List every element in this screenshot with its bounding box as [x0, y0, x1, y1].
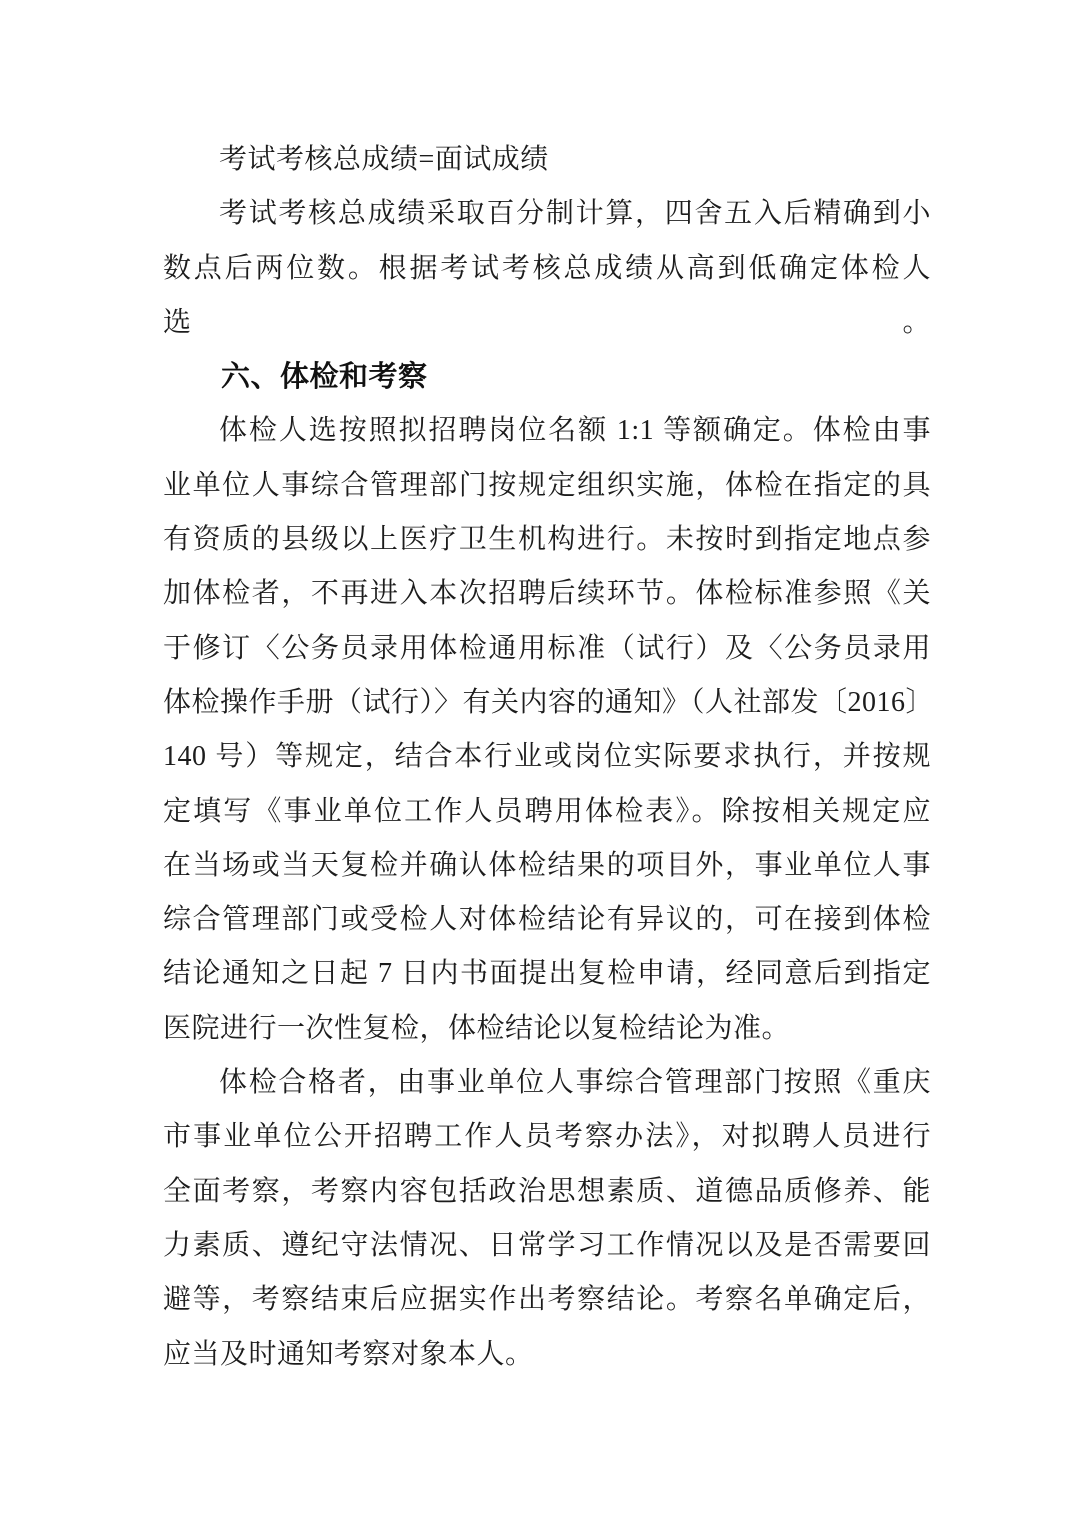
paragraph-line: 力素质、遵纪守法情况、日常学习工作情况以及是否需要回	[163, 1229, 931, 1261]
paragraph-line: 医院进行一次性复检，体检结论以复检结论为准。	[163, 1012, 791, 1044]
paragraph-line: 140 号）等规定，结合本行业或岗位实际要求执行，并按规	[163, 741, 931, 773]
paragraph-line: 有资质的县级以上医疗卫生机构进行。未按时到指定地点参	[163, 524, 931, 556]
paragraph-line: 综合管理部门或受检人对体检结论有异议的，可在接到体检	[163, 904, 931, 936]
formula-line: 考试考核总成绩=面试成绩	[219, 144, 549, 175]
section-heading: 六、体检和考察	[221, 361, 428, 394]
document-body	[163, 133, 935, 1382]
paragraph-line: 数点后两位数。根据考试考核总成绩从高到低确定体检人选。	[163, 252, 931, 338]
paragraph-line: 体检操作手册（试行）〉有关内容的通知》（人社部发〔2016〕	[163, 686, 935, 718]
paragraph-line: 在当场或当天复检并确认体检结果的项目外，事业单位人事	[163, 849, 931, 881]
paragraph-line: 加体检者，不再进入本次招聘后续环节。体检标准参照《关	[163, 578, 931, 610]
paragraph-line: 应当及时通知考察对象本人。	[163, 1338, 534, 1370]
paragraph-line: 避等，考察结束后应据实作出考察结论。考察名单确定后，	[163, 1284, 931, 1316]
paragraph-line: 业单位人事综合管理部门按规定组织实施，体检在指定的具	[163, 469, 931, 501]
paragraph-line: 体检合格者，由事业单位人事综合管理部门按照《重庆	[219, 1067, 931, 1099]
paragraph-line: 考试考核总成绩采取百分制计算，四舍五入后精确到小	[219, 198, 931, 230]
paragraph-line: 体检人选按照拟招聘岗位名额 1:1 等额确定。体检由事	[219, 415, 931, 447]
paragraph-line: 全面考察，考察内容包括政治思想素质、道德品质修养、能	[163, 1175, 931, 1207]
paragraph-line: 市事业单位公开招聘工作人员考察办法》，对拟聘人员进行	[163, 1121, 931, 1153]
paragraph-line: 定填写《事业单位工作人员聘用体检表》。除按相关规定应	[163, 795, 931, 827]
paragraph-line: 结论通知之日起 7 日内书面提出复检申请，经同意后到指定	[163, 958, 931, 990]
paragraph-line: 于修订〈公务员录用体检通用标准（试行）及〈公务员录用	[163, 632, 931, 664]
